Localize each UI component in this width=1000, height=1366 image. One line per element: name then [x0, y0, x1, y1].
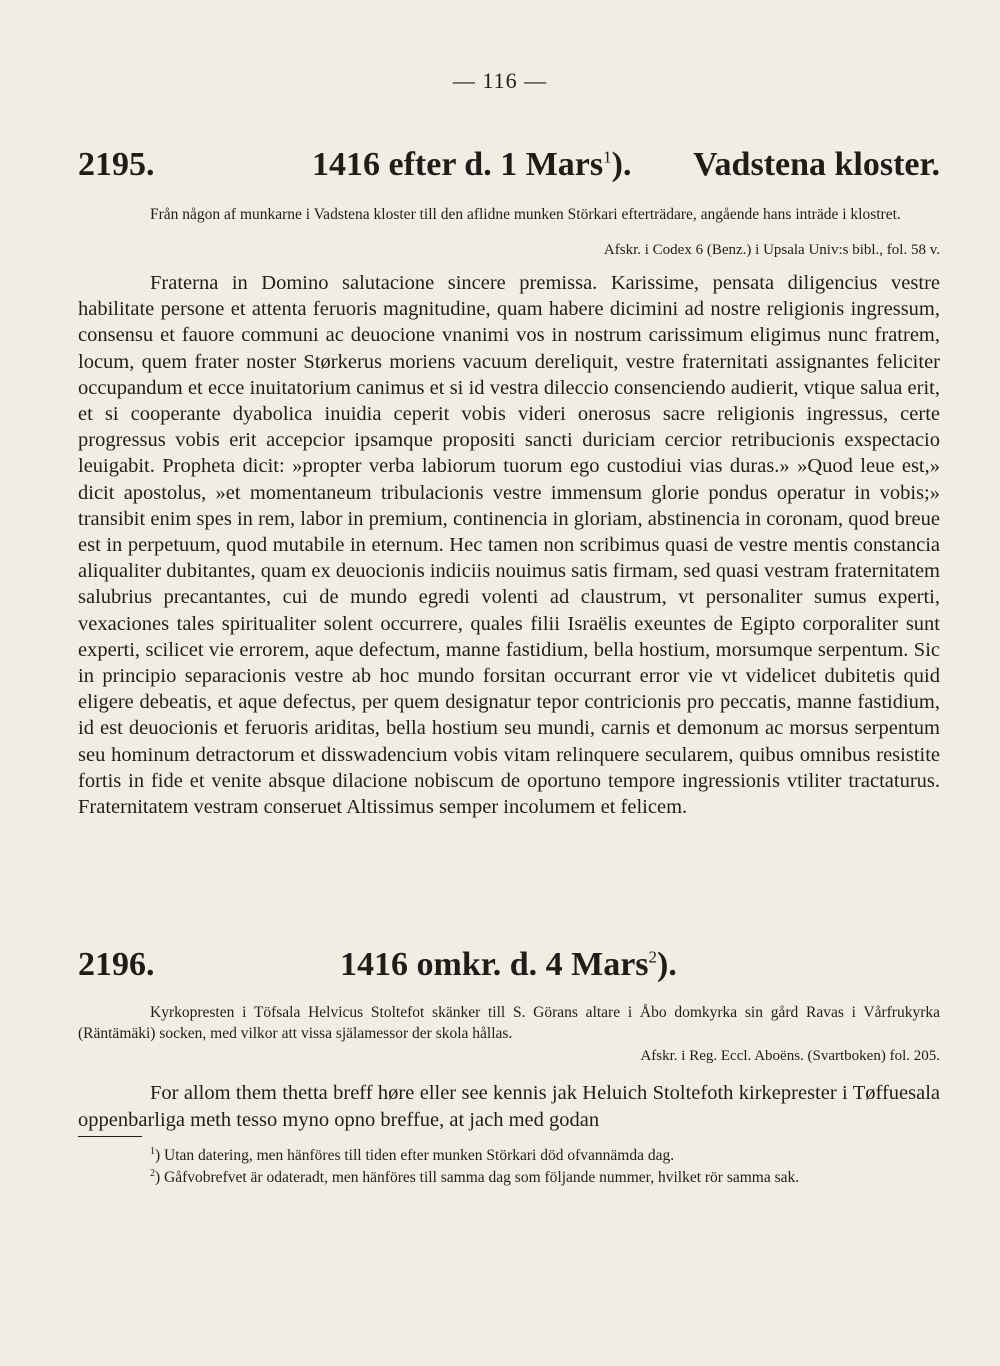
footnote-rule	[78, 1136, 142, 1137]
page-number: — 116 —	[452, 68, 548, 93]
entry-summary: Från någon af munkarne i Vadstena kloster till den aflidne munken Störkari efterträdare, angående hans inträde i klostret.	[150, 206, 901, 223]
footnote-text: ) Gåfvobrefvet är odateradt, men hänföres till samma dag som följande nummer, hvilket rör samma sak.	[155, 1169, 800, 1187]
entry-date	[340, 946, 677, 984]
entry-date-text: 1416 efter d. 1 Mars	[312, 146, 604, 183]
entry-place: Vadstena kloster.	[693, 146, 940, 183]
footnote-text: ) Utan datering, men hänföres till tiden efter munken Störkari död ofvannämda dag.	[155, 1147, 675, 1165]
entry-text: For allom them thetta breff høre eller see kennis jak Heluich Stoltefoth kirkeprester i Tøffuesala oppenbarliga meth tesso myno opno breffue, at jach med godan	[78, 1082, 940, 1131]
entry-heading	[78, 946, 940, 990]
entry-source: Afskr. i Codex 6 (Benz.) i Upsala Univ:s bibl., fol. 58 v.	[603, 242, 940, 258]
entry-date	[312, 146, 631, 184]
entry-date-tail: ).	[611, 146, 632, 183]
footnote	[78, 1142, 940, 1166]
footnote-mark: 1	[150, 1146, 155, 1157]
entry-number: 2195.	[78, 146, 155, 183]
entry-text: Fraterna in Domino salutacione sincere premissa. Karissime, pensata diligencius vestre habilitate persone et attenta feruoris magnitudine, quam habere dicimini ad nostre religionis ingressum, consensu et fauore communi ac deuocione vnanimi vos in nostrum carissimum eligimus nunc fratrem, locum, quem frater noster Størkerus moriens vacuum dereliquit, vestre fraternitati assignantes feliciter occupandum et ecce inuitatorium canimus et si id vestra dileccio consenciendo audierit, vtique salua erit, et si cooperante dyabolica inuidia ceperit vobis videri onerosus sacre religionis ingressus, certe progressus vobis erit accepcior ipsamque propositi sancti duriciam cercior retribucionis exspectacio leuigabit. Propheta dicit: »propter verba labiorum tuorum ego custodiui vias duras.» »Quod leue est,» dicit apostolus, »et momentaneum tribulacionis vestre immensum glorie pondus operatur in vobis;» transibit enim spes in rem, labor in premium, continencia in gloriam, abstinencia in coronam, quod breue est in perpetuum, quod mutabile in eternum. Hec tamen non scribimus quasi de vestre mentis constancia aliqualiter dubitantes, quam ex deuocionis indiciis nouimus satis firmam, sed quasi vestram fraternitatem salubrius precantantes, cui de mundo egredi volenti ad claustrum, vt personaliter sumus experti, vexaciones tales spiritualiter solent occurrere, quales filii Israëlis exeuntes de Egipto corporaliter sunt experti, scilicet vie errorem, aque defectum, manne fastidium, bella hostium, morsumque serpentum. Sic in principio separacionis vestre ab hoc mundo forsitan occurrant error vie vt videlicet dubitetis quid eligere debeatis, et aque defectus, per quem designatur tepor contricionis pro peccatis, manne fastidium, id est deuocionis et feruoris ariditas, bella hostium seu mundi, carnis et demonum ac morsus serpentum seu hominum detractorum et disswadencium vobis vitam relinquere secularem, quibus omnibus resistite fortis in fide et venite absque dilacione nobiscum de oportuno tempore ingressionis vtiliter tractaturus. Fraternitatem vestram conseruet Altissimus semper incolumem et felicem.	[78, 272, 940, 819]
entry-summary: Kyrkopresten i Töfsala Helvicus Stoltefot skänker till S. Görans altare i Åbo domkyrka sin gård Ravas i Vårfrukyrka (Räntämäki) socken, med vilkor att vissa själamessor der skola hållas.	[78, 1004, 940, 1042]
footnote-ref: 1	[603, 147, 612, 167]
entry-source: Afskr. i Reg. Eccl. Aboëns. (Svartboken) fol. 205.	[640, 1048, 940, 1064]
footnote	[78, 1164, 940, 1188]
entry-date-text: 1416 omkr. d. 4 Mars	[340, 946, 649, 983]
entry-number: 2196.	[78, 946, 155, 983]
entry-heading	[78, 146, 940, 190]
entry-date-tail: ).	[657, 946, 677, 983]
footnote-mark: 2	[150, 1168, 155, 1179]
footnote-ref: 2	[648, 947, 658, 967]
